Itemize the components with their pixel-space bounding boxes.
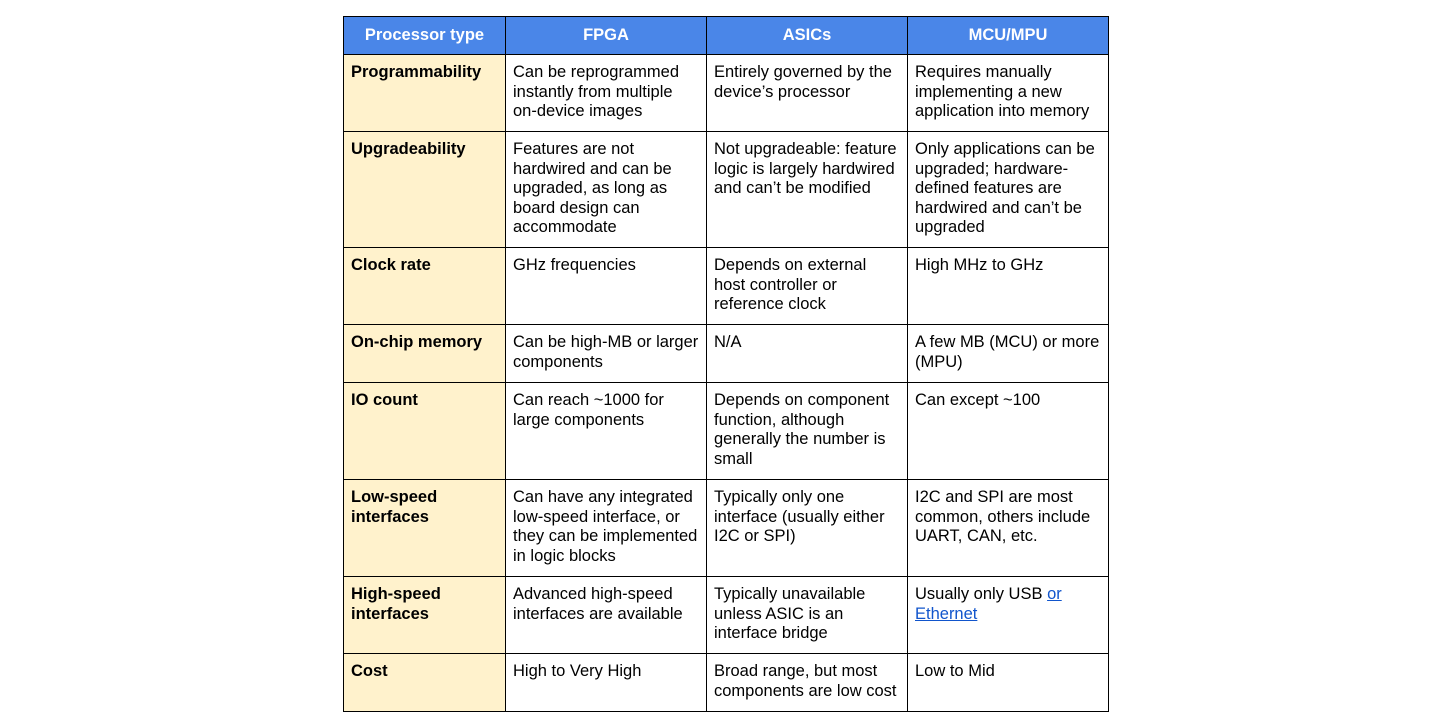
fpga-cell: Can reach ~1000 for large components: [506, 383, 707, 480]
mcu-mpu-cell: [908, 577, 1109, 654]
mcu-mpu-cell: High MHz to GHz: [908, 248, 1109, 325]
fpga-cell: Advanced high-speed interfaces are available: [506, 577, 707, 654]
row-label: On-chip memory: [344, 325, 506, 383]
header-row: [344, 17, 1109, 55]
processor-comparison-table: [343, 16, 1109, 712]
fpga-cell: GHz frequencies: [506, 248, 707, 325]
table-row: [344, 383, 1109, 480]
row-label: High-speed interfaces: [344, 577, 506, 654]
table-row: [344, 248, 1109, 325]
table-row: [344, 132, 1109, 248]
row-label: IO count: [344, 383, 506, 480]
fpga-cell: Features are not hardwired and can be upgraded, as long as board design can accommodate: [506, 132, 707, 248]
ethernet-link[interactable]: or Ethernet: [915, 585, 1062, 623]
fpga-cell: High to Very High: [506, 654, 707, 712]
header-asics: ASICs: [707, 17, 908, 55]
row-label: Upgradeability: [344, 132, 506, 248]
asics-cell: Typically only one interface (usually either I2C or SPI): [707, 480, 908, 577]
fpga-cell: Can be reprogrammed instantly from multiple on-device images: [506, 55, 707, 132]
table-row: [344, 480, 1109, 577]
header-processor-type: Processor type: [344, 17, 506, 55]
mcu-mpu-cell: A few MB (MCU) or more (MPU): [908, 325, 1109, 383]
asics-cell: Entirely governed by the device’s processor: [707, 55, 908, 132]
row-label: Programmability: [344, 55, 506, 132]
row-label: Low-speed interfaces: [344, 480, 506, 577]
mcu-mpu-cell: I2C and SPI are most common, others include UART, CAN, etc.: [908, 480, 1109, 577]
table-row: [344, 654, 1109, 712]
header-mcu-mpu: MCU/MPU: [908, 17, 1109, 55]
table-row: [344, 55, 1109, 132]
header-fpga: FPGA: [506, 17, 707, 55]
row-label: Clock rate: [344, 248, 506, 325]
asics-cell: Typically unavailable unless ASIC is an interface bridge: [707, 577, 908, 654]
asics-cell: Not upgradeable: feature logic is largely hardwired and can’t be modified: [707, 132, 908, 248]
asics-cell: Depends on component function, although generally the number is small: [707, 383, 908, 480]
mcu-mpu-cell: Low to Mid: [908, 654, 1109, 712]
asics-cell: Depends on external host controller or reference clock: [707, 248, 908, 325]
mcu-mpu-cell: Can except ~100: [908, 383, 1109, 480]
fpga-cell: Can have any integrated low-speed interface, or they can be implemented in logic blocks: [506, 480, 707, 577]
fpga-cell: Can be high-MB or larger components: [506, 325, 707, 383]
table-row: [344, 325, 1109, 383]
asics-cell: Broad range, but most components are low cost: [707, 654, 908, 712]
table-row: [344, 577, 1109, 654]
asics-cell: N/A: [707, 325, 908, 383]
row-label: Cost: [344, 654, 506, 712]
mcu-mpu-cell-text: Usually only USB: [915, 585, 1048, 603]
mcu-mpu-cell: Requires manually implementing a new application into memory: [908, 55, 1109, 132]
mcu-mpu-cell: Only applications can be upgraded; hardware-defined features are hardwired and can’t be upgraded: [908, 132, 1109, 248]
